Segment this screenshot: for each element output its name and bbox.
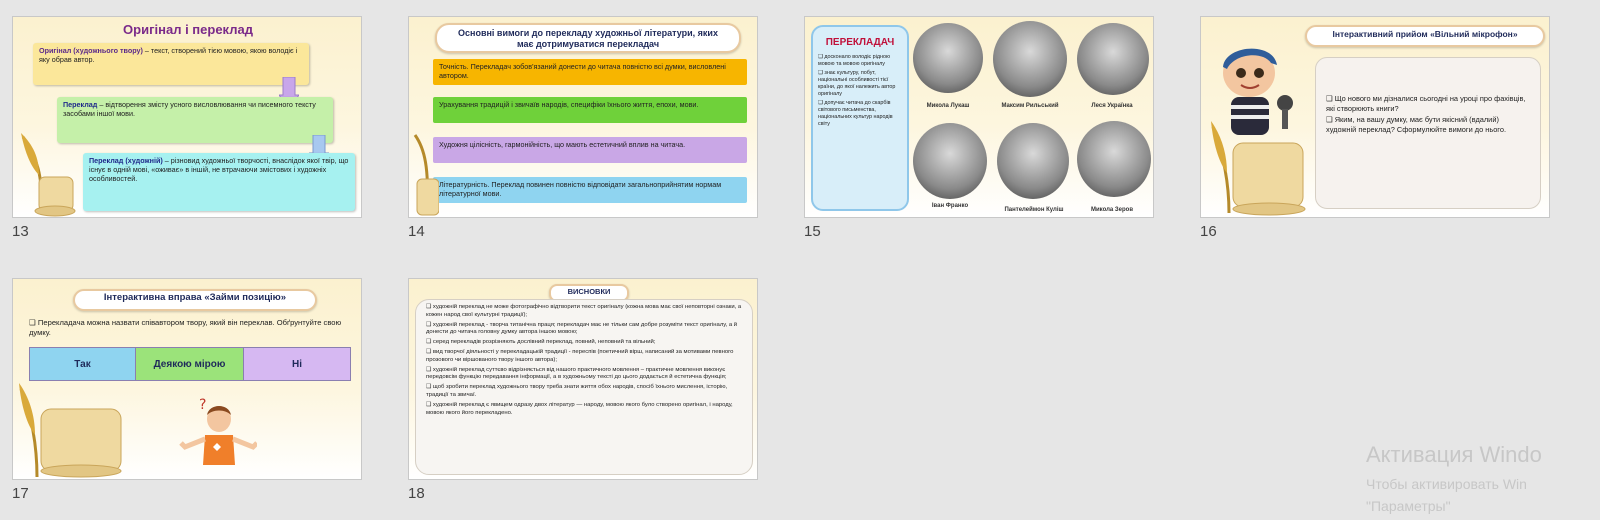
portrait-caption: Леся Українка [1091,103,1133,109]
translator-item [818,54,902,128]
definition-term: Переклад [63,100,98,109]
list-item: ❑ художній переклад не може фотографічно відтворити текст оригіналу (кожна мова має свої неповторні ознаки, а кожен народ свої культурні традиції); [426,304,742,318]
list-item: ❑ художній переклад - творча титанічна праця; перекладач має не тільки сам добре розуміти текст оригіналу, а й донести до читача головну думку автора іншою мовою; [426,321,738,336]
list-item-text: Яким, на вашу думку, має бути якісний (вдалий) художній переклад? Сформулюйте вимоги до нього. [1326,115,1507,134]
slide-number-16: 16 [1200,223,1217,240]
list-item: ❑ щоб зробити переклад художнього твору треба знати життя обох народів, спосіб їхнього мислення, історію, традиції та звичаї. [426,384,728,398]
panel-title: ПЕРЕКЛАДАЧ [825,37,895,48]
slide-thumbnail-14[interactable] [408,16,758,218]
list-item-text: серед перекладів розрізняють дослівний переклад, повний, неповний та вільний; [432,339,656,346]
portrait-caption: Микола Зеров [1090,207,1134,213]
slide-thumbnail-17[interactable] [12,278,362,480]
quill-scroll-icon [17,127,77,217]
portrait-caption: Максим Рильський [1001,103,1059,109]
slide-thumbnail-15[interactable] [804,16,1154,218]
definition-term: Переклад (художній) [89,156,163,165]
portrait-caption: Пантелеймон Куліш [1004,207,1064,213]
quill-scroll-icon [411,129,439,217]
slide-title: Інтерактивний прийом «Вільний мікрофон» [1305,25,1545,47]
list-item-text: щоб зробити переклад художнього твору треба знати життя обох народів, спосіб їхнього мислення, історію, традиції та звичаї. [426,384,728,398]
definition-text: – відтворення змісту усного висловлювання чи писемного тексту засобами іншої мови. [63,100,316,118]
list-item: ❑ досконало володіє рідною мовою та мовою оригіналу [818,54,890,67]
slide-number-13: 13 [12,223,29,240]
portrait-photo [997,123,1069,199]
requirement-integrity: Художня цілісність, гармонійність, що мають естетичний вплив на читача. [433,137,747,163]
portrait-caption: Микола Лукаш [926,103,970,109]
list-item-text: допучає читача до скарбів світового письменства, національних культур народів світу [818,100,893,127]
requirement-literariness: Літературність. Переклад повинен повністю відповідати загальноприйнятим нормам літературної мови. [433,177,747,203]
quill-scroll-icon [1207,113,1307,217]
windows-activation-hint: Чтобы активировать Win [1366,476,1527,492]
list-item: ❑ художній переклад є явищем одразу двох літератур — народу, мовою якого було створено оригінал, і народу, мовою якого його перекладено. [426,401,733,416]
list-item-text: художній переклад не може фотографічно відтворити текст оригіналу (кожна мова має свої неповторні ознаки, а кожен народ свої культурні традиції); [426,304,742,318]
svg-text:?: ? [199,397,207,413]
slide-title: Основні вимоги до перекладу художньої літератури, яких має дотримуватися перекладач [435,23,741,53]
slide-number-14: 14 [408,223,425,240]
portrait-photo [1077,121,1151,197]
question-text: Перекладача можна назвати співавтором твору, який він переклав. Обґрунтуйте свою думку. [29,318,342,337]
requirement-accuracy: Точність. Перекладач зобов'язаний донести до читача повністю всі думки, висловлені автором. [433,59,747,85]
list-item: ❑ Що нового ми дізналися сьогодні на уроці про фахівців, які створюють книги? [1326,94,1526,113]
conclusions-list [426,304,742,417]
translator-panel [811,25,909,211]
list-item-text: художній переклад суттєво відрізняється від нашого практичного мовлення – практичне мовлення виконує передовсім функцію передавання інформації, а в художньому тексті до цього додається й естетична функція; [426,366,727,381]
definition-box-translation [57,97,333,143]
definition-text: – різновид художньої творчості, внаслідок якої твір, що існує в одній мові, «оживає» в іншій, не втрачаючи змістових і художніх особливостей. [89,156,349,183]
questions-panel [1315,57,1541,209]
slide-title: Оригінал і переклад [123,22,253,37]
question-list [1326,94,1530,134]
list-item: ❑ художній переклад суттєво відрізняється від нашого практичного мовлення – практичне мовлення виконує передовсім функцію передавання інформації, а в художньому тексті до цього додається й естетична функція; [426,366,727,381]
slide-title: Інтерактивна вправа «Займи позицію» [73,289,317,311]
quill-scroll-icon [15,379,125,479]
portrait-photo [913,23,983,93]
portrait-photo [1077,23,1149,95]
requirement-traditions: Урахування традицій і звичаїв народів, специфіки їхнього життя, епохи, мови. [433,97,747,123]
definition-box-literary-translation [83,153,355,211]
list-item: ❑ допучає читача до скарбів світового письменства, національних культур народів світу [818,100,893,127]
definition-term: Оригінал (художнього твору) [39,46,143,55]
thinking-boy-icon [177,395,257,475]
slide-thumbnail-16[interactable] [1200,16,1550,218]
portrait-photo [913,123,987,199]
list-item: ❑ знає культуру, побут, національні особливості тієї країни, до якої належить автор оригіналу [818,70,896,97]
exercise-question: ❑ Перекладача можна назвати співавтором твору, який він переклав. Обґрунтуйте свою думку. [29,318,342,337]
list-item: ❑ Яким, на вашу думку, має бути якісний (вдалий) художній переклад? Сформулюйте вимоги до нього. [1326,115,1507,134]
list-item-text: художній переклад є явищем одразу двох літератур — народу, мовою якого було створено оригінал, і народу, мовою якого його перекладено. [426,401,733,416]
list-item-text: досконало володіє рідною мовою та мовою оригіналу [818,54,890,67]
list-item: ❑ серед перекладів розрізняють дослівний переклад, повний, неповний та вільний; [426,339,656,346]
windows-activation-watermark: Активация Windo [1366,442,1542,467]
list-item: ❑ вид творчої діяльності у перекладацькій традиції - переспів (поетичний вірш, написаний за мотивами певного прозового чи віршованого твору іншого автора); [426,348,734,363]
option-partly[interactable]: Деякою мірою [136,348,244,380]
slide-number-18: 18 [408,485,425,502]
portrait-caption: Іван Франко [931,203,969,209]
position-options-table [29,347,351,381]
option-yes[interactable]: Так [30,348,136,380]
list-item-text: вид творчої діяльності у перекладацькій традиції - переспів (поетичний вірш, написаний за мотивами певного прозового чи віршованого твору іншого автора); [426,348,734,363]
slide-thumbnail-18[interactable] [408,278,758,480]
list-item-text: Що нового ми дізналися сьогодні на уроці про фахівців, які створюють книги? [1326,94,1526,113]
slide-number-17: 17 [12,485,29,502]
definition-text: – текст, створений тією мовою, якою володіє і яку обрав автор. [39,46,298,64]
slide-title: ВИСНОВКИ [549,284,629,302]
portrait-photo [993,21,1067,97]
windows-activation-settings: "Параметры" [1366,498,1451,514]
list-item-text: художній переклад - творча титанічна праця; перекладач має не тільки сам добре розуміти текст оригіналу, а й донести до читача головну думку автора іншою мовою; [426,321,738,336]
option-no[interactable]: Ні [244,348,350,380]
definition-box-original [33,43,309,85]
conclusions-panel [415,299,753,475]
list-item-text: знає культуру, побут, національні особливості тієї країни, до якої належить автор оригіналу [818,70,896,97]
slide-thumbnail-13[interactable] [12,16,362,218]
slide-number-15: 15 [804,223,821,240]
